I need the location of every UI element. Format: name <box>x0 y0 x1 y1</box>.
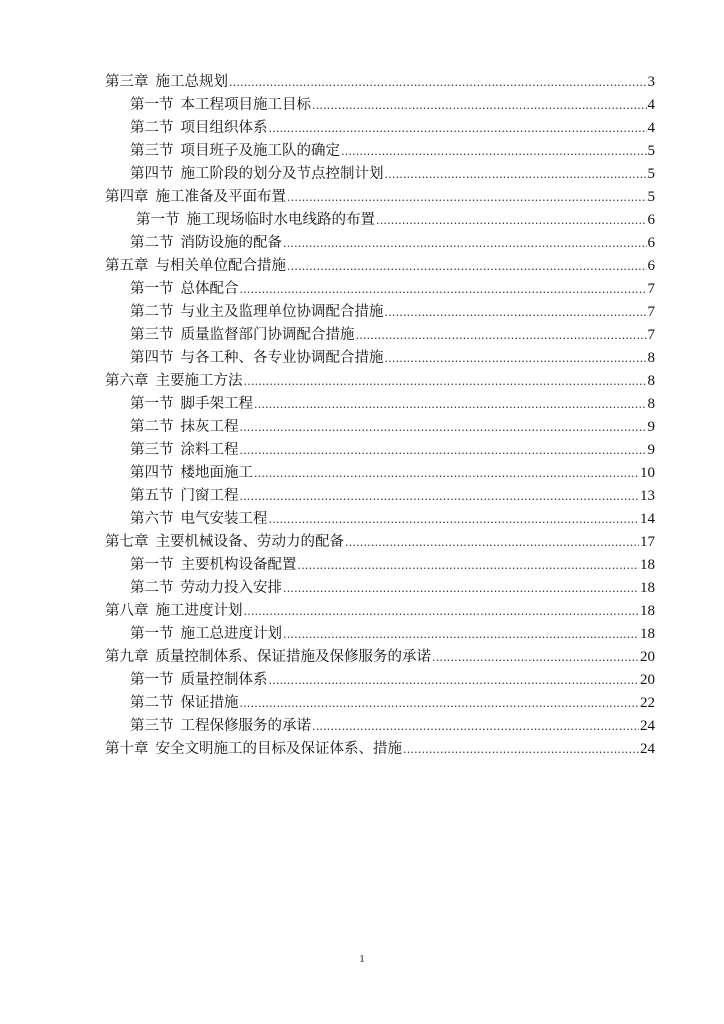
toc-entry-page: 18 <box>640 557 655 573</box>
dot-leader <box>254 393 647 416</box>
dot-leader <box>345 531 639 554</box>
toc-entry-title: 与业主及监理单位协调配合措施 <box>180 304 384 320</box>
toc-entry-number: 第三章 <box>105 74 149 90</box>
toc-entry-page: 13 <box>640 488 655 504</box>
dot-leader <box>240 416 647 439</box>
toc-entry-page: 5 <box>647 143 655 159</box>
toc-entry-label <box>130 669 268 692</box>
toc-entry-number: 第一节 <box>130 557 174 573</box>
toc-entry-label <box>136 209 375 232</box>
dot-leader <box>229 71 647 94</box>
toc-entry-title: 质量控制体系、保证措施及保修服务的承诺 <box>155 649 431 665</box>
toc-entry-title: 与相关单位配合措施 <box>155 258 286 274</box>
toc-entry-number: 第一节 <box>130 97 174 113</box>
dot-leader <box>254 462 639 485</box>
toc-entry-label <box>130 301 384 324</box>
toc-section-entry[interactable] <box>105 347 655 370</box>
toc-entry-label <box>130 577 282 600</box>
toc-section-entry[interactable] <box>105 94 655 117</box>
dot-leader <box>240 278 647 301</box>
toc-entry-title: 项目组织体系 <box>180 120 268 136</box>
toc-entry-page: 7 <box>647 281 655 297</box>
toc-entry-number: 第四节 <box>130 166 174 182</box>
toc-entry-title: 涂料工程 <box>180 442 239 458</box>
toc-entry-title: 施工准备及平面布置 <box>155 189 286 205</box>
dot-leader <box>269 117 647 140</box>
toc-entry-page: 4 <box>647 120 655 136</box>
toc-entry-label <box>105 370 243 393</box>
toc-entry-title: 质量监督部门协调配合措施 <box>180 327 355 343</box>
dot-leader <box>385 163 647 186</box>
toc-chapter-entry[interactable] <box>105 738 655 761</box>
toc-entry-number: 第九章 <box>105 649 149 665</box>
toc-entry-number: 第十章 <box>105 741 149 757</box>
dot-leader <box>298 554 640 577</box>
toc-entry-title: 总体配合 <box>180 281 239 297</box>
toc-entry-page: 24 <box>640 741 655 757</box>
toc-entry-label <box>105 186 286 209</box>
dot-leader <box>376 209 647 232</box>
toc-entry-page: 5 <box>647 189 655 205</box>
toc-chapter-entry[interactable] <box>105 646 655 669</box>
dot-leader <box>403 738 639 761</box>
toc-entry-number: 第二节 <box>130 304 174 320</box>
toc-section-entry[interactable] <box>105 301 655 324</box>
toc-entry-number: 第二节 <box>130 235 174 251</box>
toc-entry-page: 22 <box>640 695 655 711</box>
toc-entry-title: 保证措施 <box>180 695 239 711</box>
toc-section-entry[interactable] <box>105 209 655 232</box>
toc-section-entry[interactable] <box>105 508 655 531</box>
toc-entry-page: 8 <box>647 396 655 412</box>
toc-entry-number: 第一节 <box>136 212 180 228</box>
toc-entry-page: 4 <box>647 97 655 113</box>
toc-entry-number: 第二节 <box>130 695 174 711</box>
toc-entry-page: 20 <box>640 649 655 665</box>
toc-entry-label <box>130 163 384 186</box>
toc-section-entry[interactable] <box>105 669 655 692</box>
dot-leader <box>283 623 639 646</box>
toc-section-entry[interactable] <box>105 232 655 255</box>
toc-entry-label <box>130 393 253 416</box>
toc-entry-page: 7 <box>647 304 655 320</box>
toc-entry-number: 第二节 <box>130 419 174 435</box>
dot-leader <box>240 439 647 462</box>
toc-entry-number: 第一节 <box>130 672 174 688</box>
toc-entry-label <box>130 416 239 439</box>
toc-chapter-entry[interactable] <box>105 370 655 393</box>
toc-entry-label <box>130 462 253 485</box>
toc-entry-label <box>130 439 239 462</box>
toc-entry-number: 第四节 <box>130 350 174 366</box>
toc-section-entry[interactable] <box>105 623 655 646</box>
toc-entry-number: 第三节 <box>130 327 174 343</box>
toc-entry-label <box>130 117 268 140</box>
toc-entry-title: 抹灰工程 <box>180 419 239 435</box>
toc-entry-title: 施工总进度计划 <box>180 626 282 642</box>
toc-section-entry[interactable] <box>105 577 655 600</box>
toc-entry-title: 安全文明施工的目标及保证体系、措施 <box>155 741 402 757</box>
toc-entry-page: 6 <box>647 235 655 251</box>
toc-entry-page: 18 <box>640 603 655 619</box>
toc-entry-label <box>130 623 282 646</box>
toc-entry-title: 施工现场临时水电线路的布置 <box>186 212 375 228</box>
dot-leader <box>385 301 647 324</box>
toc-entry-label <box>105 600 243 623</box>
toc-entry-label <box>130 140 340 163</box>
toc-entry-page: 14 <box>640 511 655 527</box>
toc-entry-page: 17 <box>640 534 655 550</box>
toc-entry-number: 第七章 <box>105 534 149 550</box>
toc-entry-number: 第四节 <box>130 465 174 481</box>
toc-entry-label <box>130 508 268 531</box>
toc-entry-title: 与各工种、各专业协调配合措施 <box>180 350 384 366</box>
toc-entry-label <box>105 646 431 669</box>
toc-entry-number: 第八章 <box>105 603 149 619</box>
toc-section-entry[interactable] <box>105 324 655 347</box>
toc-entry-page: 5 <box>647 166 655 182</box>
toc-section-entry[interactable] <box>105 485 655 508</box>
toc-entry-title: 门窗工程 <box>180 488 239 504</box>
toc-entry-title: 脚手架工程 <box>180 396 253 412</box>
toc-entry-number: 第三节 <box>130 143 174 159</box>
toc-chapter-entry[interactable] <box>105 531 655 554</box>
dot-leader <box>269 508 640 531</box>
dot-leader <box>244 600 640 623</box>
toc-section-entry[interactable] <box>105 393 655 416</box>
toc-entry-number: 第一节 <box>130 626 174 642</box>
dot-leader <box>356 324 647 347</box>
toc-entry-page: 18 <box>640 626 655 642</box>
toc-section-entry[interactable] <box>105 439 655 462</box>
toc-entry-number: 第五章 <box>105 258 149 274</box>
toc-entry-page: 6 <box>647 212 655 228</box>
toc-chapter-entry[interactable] <box>105 255 655 278</box>
toc-entry-title: 施工进度计划 <box>155 603 243 619</box>
toc-entry-number: 第四章 <box>105 189 149 205</box>
toc-chapter-entry[interactable] <box>105 71 655 94</box>
toc-section-entry[interactable] <box>105 278 655 301</box>
page-number: 1 <box>359 953 365 965</box>
toc-entry-page: 9 <box>647 442 655 458</box>
toc-entry-title: 工程保修服务的承诺 <box>180 718 311 734</box>
dot-leader <box>385 347 647 370</box>
toc-section-entry[interactable] <box>105 462 655 485</box>
toc-section-entry[interactable] <box>105 554 655 577</box>
dot-leader <box>312 715 639 738</box>
dot-leader <box>432 646 639 669</box>
toc-entry-number: 第一节 <box>130 396 174 412</box>
toc-entry-label <box>130 715 311 738</box>
toc-entry-title: 主要机构设备配置 <box>180 557 297 573</box>
toc-entry-page: 24 <box>640 718 655 734</box>
toc-entry-title: 质量控制体系 <box>180 672 268 688</box>
toc-entry-title: 主要施工方法 <box>155 373 243 389</box>
toc-entry-page: 20 <box>640 672 655 688</box>
dot-leader <box>283 577 639 600</box>
toc-entry-label <box>105 71 228 94</box>
toc-entry-label <box>130 347 384 370</box>
toc-entry-title: 施工总规划 <box>155 74 228 90</box>
toc-entry-title: 项目班子及施工队的确定 <box>180 143 340 159</box>
dot-leader <box>312 94 647 117</box>
toc-section-entry[interactable] <box>105 140 655 163</box>
dot-leader <box>244 370 647 393</box>
toc-entry-title: 劳动力投入安排 <box>180 580 282 596</box>
toc-entry-title: 主要机械设备、劳动力的配备 <box>155 534 344 550</box>
toc-entry-label <box>105 738 402 761</box>
toc-entry-number: 第五节 <box>130 488 174 504</box>
dot-leader <box>269 669 640 692</box>
toc-entry-title: 消防设施的配备 <box>180 235 282 251</box>
toc-entry-page: 8 <box>647 373 655 389</box>
toc-entry-number: 第二节 <box>130 580 174 596</box>
toc-entry-label <box>130 324 355 347</box>
toc-section-entry[interactable] <box>105 715 655 738</box>
toc-entry-label <box>130 485 239 508</box>
dot-leader <box>240 692 640 715</box>
toc-section-entry[interactable] <box>105 416 655 439</box>
dot-leader <box>287 255 647 278</box>
dot-leader <box>240 485 640 508</box>
toc-entry-label <box>105 255 286 278</box>
toc-entry-page: 8 <box>647 350 655 366</box>
toc-section-entry[interactable] <box>105 163 655 186</box>
toc-entry-label <box>105 531 344 554</box>
toc-entry-page: 6 <box>647 258 655 274</box>
toc-entry-title: 楼地面施工 <box>180 465 253 481</box>
toc-entry-page: 9 <box>647 419 655 435</box>
toc-chapter-entry[interactable] <box>105 186 655 209</box>
toc-entry-page: 3 <box>647 74 655 90</box>
toc-entry-title: 施工阶段的划分及节点控制计划 <box>180 166 384 182</box>
toc-entry-number: 第一节 <box>130 281 174 297</box>
toc-entry-title: 电气安装工程 <box>180 511 268 527</box>
table-of-contents <box>105 71 655 761</box>
toc-entry-number: 第二节 <box>130 120 174 136</box>
toc-section-entry[interactable] <box>105 117 655 140</box>
toc-entry-label <box>130 94 311 117</box>
toc-entry-page: 18 <box>640 580 655 596</box>
toc-entry-page: 10 <box>640 465 655 481</box>
toc-entry-label <box>130 232 282 255</box>
toc-entry-label <box>130 278 239 301</box>
toc-section-entry[interactable] <box>105 692 655 715</box>
toc-chapter-entry[interactable] <box>105 600 655 623</box>
dot-leader <box>283 232 647 255</box>
toc-entry-page: 7 <box>647 327 655 343</box>
toc-entry-number: 第三节 <box>130 718 174 734</box>
toc-entry-label <box>130 692 239 715</box>
dot-leader <box>341 140 647 163</box>
toc-entry-number: 第三节 <box>130 442 174 458</box>
toc-entry-number: 第六章 <box>105 373 149 389</box>
toc-entry-number: 第六节 <box>130 511 174 527</box>
dot-leader <box>287 186 647 209</box>
toc-entry-title: 本工程项目施工目标 <box>180 97 311 113</box>
toc-entry-label <box>130 554 297 577</box>
